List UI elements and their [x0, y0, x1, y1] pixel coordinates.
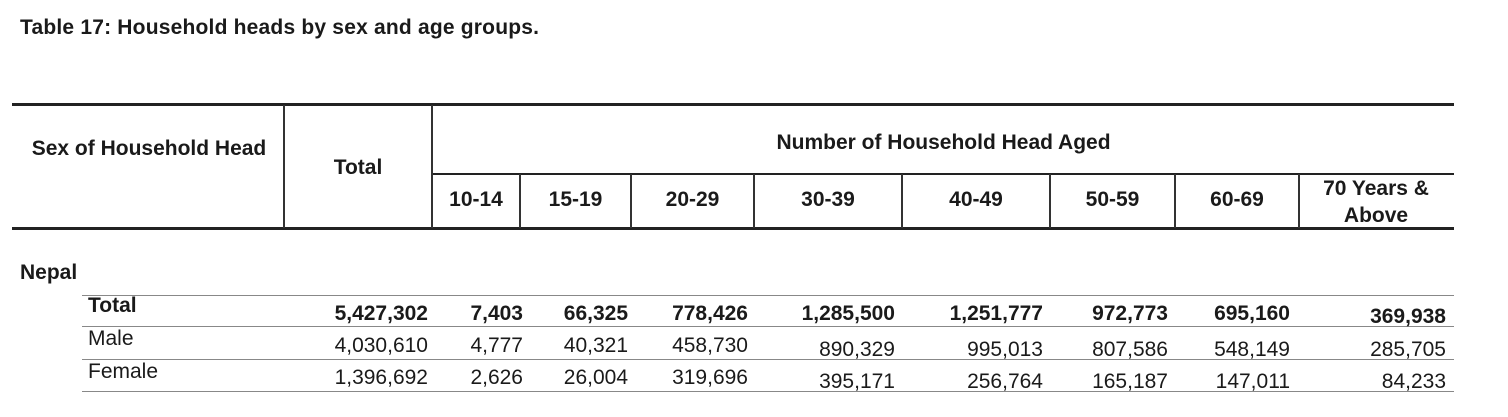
header-age-50-59: 50-59 — [1085, 188, 1140, 211]
cell-age-40-49: 995,013 — [967, 338, 1043, 361]
cell-age-20-29: 778,426 — [672, 302, 748, 325]
cell-age-30-39: 1,285,500 — [801, 302, 895, 325]
cell-age-70-above: 369,938 — [1370, 305, 1446, 328]
row-rule-1 — [82, 295, 1454, 296]
cell-age-20-29: 458,730 — [672, 334, 748, 357]
header-age-30-39: 30-39 — [801, 188, 855, 211]
cell-age-10-14: 4,777 — [470, 334, 523, 357]
cell-age-40-49: 1,251,777 — [949, 302, 1043, 325]
cell-age-50-59: 807,586 — [1092, 338, 1168, 361]
header-age-60-69: 60-69 — [1210, 188, 1264, 211]
cell-age-60-69: 548,149 — [1214, 338, 1290, 361]
cell-age-20-29: 319,696 — [672, 366, 748, 389]
cell-age-10-14: 2,626 — [470, 366, 523, 389]
header-number-of-household-head-aged: Number of Household Head Aged — [776, 131, 1111, 154]
cell-age-70-above: 285,705 — [1370, 338, 1446, 361]
cell-total: 1,396,692 — [334, 366, 428, 389]
header-age-70-above: 70 Years & Above — [1323, 177, 1429, 227]
header-age-40-49: 40-49 — [949, 188, 1003, 211]
cell-age-50-59: 165,187 — [1092, 370, 1168, 393]
cell-age-30-39: 890,329 — [819, 338, 895, 361]
cell-age-40-49: 256,764 — [967, 370, 1043, 393]
row-label: Male — [88, 327, 134, 350]
cell-age-30-39: 395,171 — [819, 370, 895, 393]
cell-age-15-19: 26,004 — [563, 366, 628, 389]
row-rule-2 — [82, 326, 1454, 327]
cell-age-70-above: 84,233 — [1381, 370, 1446, 393]
cell-age-50-59: 972,773 — [1092, 302, 1168, 325]
cell-total: 5,427,302 — [334, 302, 428, 325]
cell-age-15-19: 40,321 — [563, 334, 628, 357]
cell-age-15-19: 66,325 — [563, 302, 628, 325]
header-age-20-29: 20-29 — [665, 188, 720, 211]
cell-total: 4,030,610 — [334, 334, 428, 357]
row-label: Total — [88, 294, 137, 317]
cell-age-60-69: 147,011 — [1215, 370, 1290, 393]
header-sex-of-household-head: Sex of Household Head — [31, 137, 267, 160]
header-bottom-rule — [12, 227, 1454, 230]
cell-age-60-69: 695,160 — [1214, 302, 1290, 325]
header-total: Total — [333, 156, 383, 179]
section-label-nepal: Nepal — [20, 261, 78, 284]
header-age-15-19: 15-19 — [548, 188, 603, 211]
table-title: Table 17: Household heads by sex and age groups. — [20, 16, 540, 39]
row-label: Female — [88, 360, 159, 383]
header-age-10-14: 10-14 — [449, 188, 503, 211]
cell-age-10-14: 7,403 — [470, 302, 523, 325]
table-top-rule — [12, 103, 1454, 106]
